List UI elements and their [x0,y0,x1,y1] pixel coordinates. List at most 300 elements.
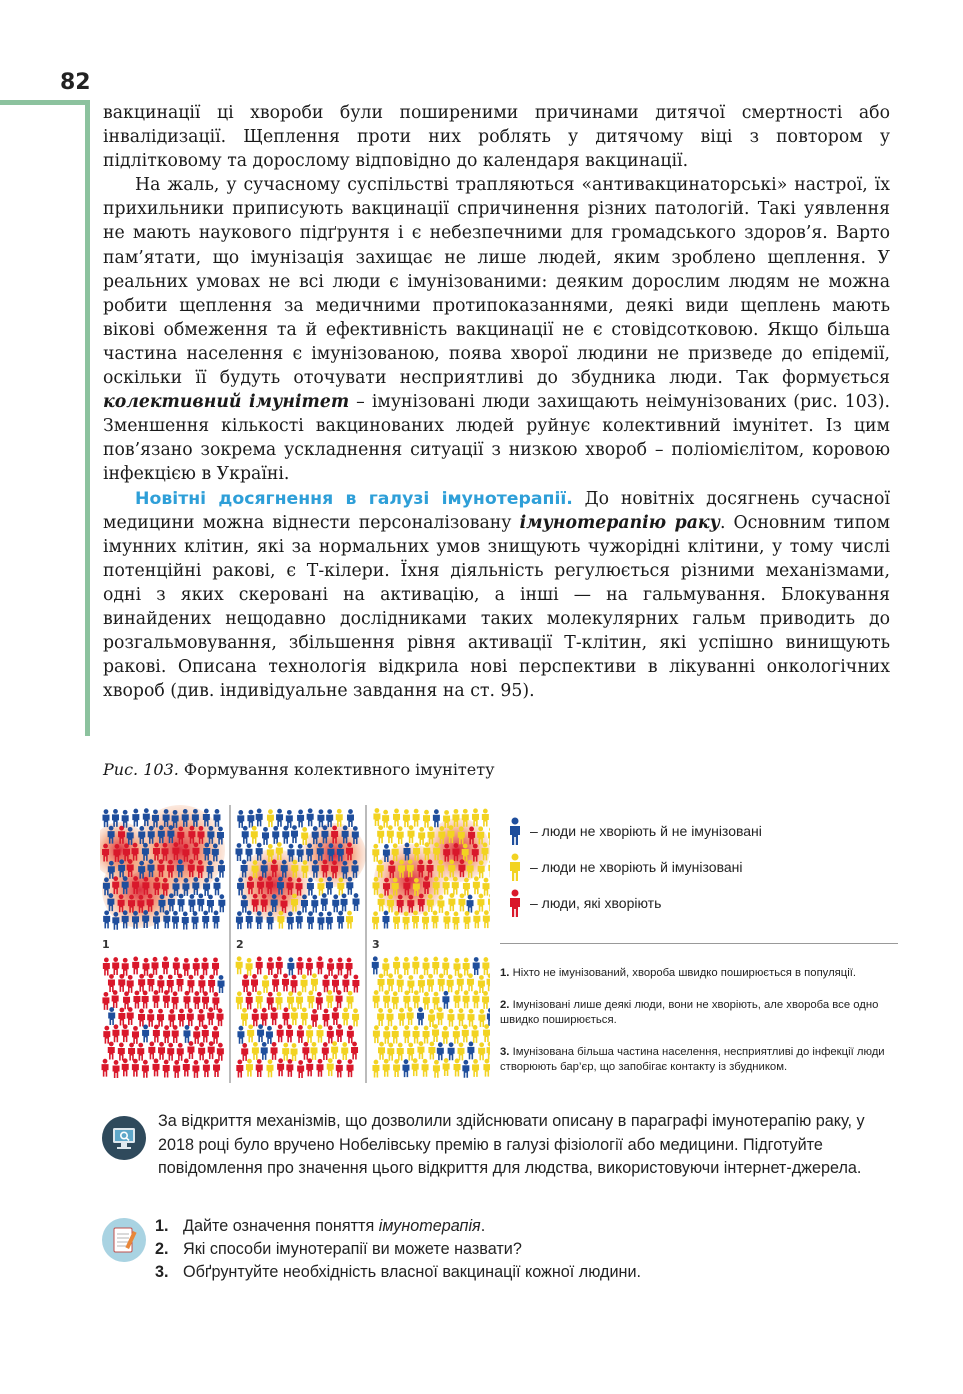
person-figure [478,975,485,993]
person-figure [103,1026,110,1044]
person-figure [482,991,489,1009]
person-figure [383,1059,390,1077]
person-figure [132,1026,139,1044]
person-figure [352,893,359,911]
person-figure [341,1042,348,1060]
person-figure [188,894,195,912]
person-figure [217,1008,224,1026]
person-figure [163,990,170,1008]
person-figure [487,973,490,991]
person-figure [102,992,109,1010]
person-figure [462,1024,469,1042]
person-figure [193,991,200,1009]
person-figure [132,1059,139,1077]
person-figure [457,973,464,991]
person-figure [483,910,490,928]
person-figure [212,957,219,975]
person-figure [282,826,289,844]
person-figure [397,826,404,844]
person-figure [198,1042,205,1060]
person-figure [423,1026,430,1044]
review-questions [155,1215,895,1284]
person-figure [132,956,139,974]
person-figure [473,876,480,894]
herd-immunity-figure [100,805,900,1083]
person-figure [402,1059,409,1077]
person-figure [417,1007,424,1025]
person-figure [178,894,185,912]
person-figure [193,958,200,976]
person-figure [236,843,243,861]
person-figure [172,991,179,1009]
panel-label-2: 2 [236,938,244,951]
paragraph-3-start: До новітніх досягнень сучасної медицини можна віднести персоналізовану [103,488,890,533]
person-figure [423,992,430,1010]
person-figure [113,1060,120,1078]
person-figure [197,893,204,911]
person-figure [198,1009,205,1027]
person-figure [132,809,139,827]
person-figure [311,1009,318,1027]
person-figure [218,894,225,912]
person-figure [387,1043,394,1061]
person-figure [252,1008,259,1026]
person-figure [377,1008,384,1026]
person-figure [286,1059,293,1077]
person-figure [453,1026,460,1044]
person-figure [267,957,274,975]
person-figure [212,911,219,929]
person-figure [246,958,253,976]
person-figure [177,974,184,992]
person-figure [418,975,425,993]
person-figure [473,910,480,928]
person-figure [296,957,303,975]
person-figure [447,1009,454,1027]
person-figure [122,1024,129,1042]
person-figure [277,1024,284,1042]
person-figure [142,1025,149,1043]
person-figure [182,912,189,930]
person-figure [143,958,150,976]
person-figure [488,859,490,877]
person-figure [347,991,354,1009]
explanation-3: 3. Імунізована більша частина населення, несприятливі до інфекції люди створюють бар’єр, що запобігає контакту із збудником. [500,1046,885,1073]
paragraph-2-start: На жаль, у сучасному суспільстві трапляються «антивакцинаторські» настрої, їх прихильники приписують вакцинації спричинення різних патологій. Такі уявлення не мають наукового підґрунтя і є небезпечними для громадського здоров’я. Варто пам’ятати, що імунізація захищає не лише людей, яким зроблено щеплення. У реальних умовах не всі люди є імунізованими: деяким дорослим людям не можна робити щеплення за медичними протипоказаннями, деякі види щеплень мають вікові обмеження та й ефективність вакцинації не є стовідсотковою. Якщо більша частина населення є імунізованою, поява хворої людини не призведе до епідемії, оскільки її будуть оточувати несприятливі до збудника люди. Так формується [103,175,890,389]
person-figure [246,1059,253,1077]
person-figure [397,974,404,992]
person-figure [291,1043,298,1061]
person-figure [266,1026,273,1044]
person-figure [183,958,190,976]
person-figure [202,911,209,929]
person-figure [383,990,390,1008]
person-figure [118,1043,125,1061]
person-figure [477,894,484,912]
person-figure [202,957,209,975]
person-figure [422,911,429,929]
person-figure [133,991,140,1009]
person-figure [316,1059,323,1077]
person-figure [297,810,304,828]
person-figure [127,1007,134,1025]
person-figure [307,911,314,929]
person-figure [112,1024,119,1042]
person-figure [447,974,454,992]
person-figure [433,1060,440,1078]
person-figure [261,1042,268,1060]
person-figure [317,809,324,827]
person-figure [183,991,190,1009]
person-figure [462,1060,469,1078]
person-figure [422,1059,429,1077]
person-figure [382,911,389,929]
person-figure [212,1026,219,1044]
person-figure [112,990,119,1008]
person-figure [203,1059,210,1077]
page-number: 82 [60,70,91,95]
person-figure [122,958,129,976]
person-figure [458,893,465,911]
person-figure [287,957,294,975]
person-figure [352,975,359,993]
person-figure [208,1041,215,1059]
person-figure [187,1008,194,1026]
person-figure [193,1026,200,1044]
person-figure [168,1009,175,1027]
person-figure [262,827,269,845]
person-figure [407,975,414,993]
person-figure [127,975,134,993]
person-figure [387,973,394,991]
person-figure [341,893,348,911]
person-figure [282,1007,289,1025]
person-figure [452,912,459,930]
person-figure [322,1009,329,1027]
person-figure [246,911,253,929]
person-figure [467,973,474,991]
person-figure [177,1043,184,1061]
person-figure [311,895,318,913]
person-figure [432,992,439,1010]
explanation-3-text: Імунізована більша частина населення, несприятливі до інфекції люди створюють бар’єр, що запобігає контакту із збудником. [500,1046,885,1073]
panel-label-1: 1 [102,938,110,951]
person-figure [256,809,263,827]
person-figure [212,992,219,1010]
section-heading: Новітні досягнення в галузі імунотерапії. [135,488,573,509]
person-figure [393,957,400,975]
person-figure [387,825,394,843]
person-figure [442,957,449,975]
person-figure [282,1043,289,1061]
paragraph-1: вакцинації ці хвороби були поширеними причинами дитячої смертності або інвалідизації. Щеплення проти них роблять у дитячому віці з повтором у підлітковому та дорослому відповідно до календаря вакцинації. [103,103,890,172]
person-figure [403,809,410,827]
person-figure [483,1059,490,1077]
person-figure [247,1024,254,1042]
person-figure [202,991,209,1009]
person-figure [192,911,199,929]
person-figure [138,974,145,992]
person-figure [432,957,439,975]
person-figure [202,1025,209,1043]
person-figure [287,991,294,1009]
person-figure [387,1008,394,1026]
person-figure [488,893,490,911]
person-figure [271,1007,278,1025]
person-figure [342,974,349,992]
person-figure [286,1024,293,1042]
person-figure [407,1007,414,1025]
notebook-pencil-icon [102,1218,146,1262]
person-figure [297,1025,304,1043]
person-blue-icon [508,817,522,845]
person-figure [478,1042,485,1060]
person-figure [483,878,490,896]
person-figure [208,975,215,993]
person-figure [128,1043,135,1061]
legend-sick-label: – люди, які хворіють [530,895,662,911]
top-margin-rule [0,100,90,105]
person-figure [412,956,419,974]
person-figure [327,1026,334,1044]
person-figure [347,1025,354,1043]
explanation-2: 2. Імунізовані лише деякі люди, вони не хворіють, але хвороба все одно швидко поширюється. [500,999,879,1026]
person-figure [377,825,384,843]
person-figure [262,975,269,993]
person-figure [427,974,434,992]
person-figure [302,1042,309,1060]
person-figure [428,1009,435,1027]
person-figure [392,991,399,1009]
person-figure [483,1024,490,1042]
person-figure [326,990,333,1008]
legend-immunized [508,853,742,881]
person-figure [118,974,125,992]
person-figure [453,1059,460,1077]
person-figure [346,911,353,929]
person-figure [326,911,333,929]
paragraph-2 [103,173,890,486]
person-figure [311,1042,318,1060]
person-figure [291,825,298,843]
person-figure [423,810,430,828]
person-figure [453,958,460,976]
task-text: За відкриття механізмів, що дозволили здійснювати описану в параграфі імунотерапію раку, у 2018 році було вручено Нобелівську премію в галузі фізіології або медицини. Підготуйте повідомлення про значення цього відкриття для людства, використовуючи інтернет-джерела. [158,1112,865,1177]
person-figure [112,957,119,975]
person-figure [378,974,385,992]
person-figure [272,826,279,844]
person-figure [257,1024,264,1042]
person-figure [417,1041,424,1059]
person-figure [307,990,314,1008]
person-figure [403,990,410,1008]
person-figure [103,958,110,976]
person-figure [301,974,308,992]
person-figure [332,894,339,912]
person-figure [173,1060,180,1078]
person-figure [327,958,334,976]
body-text [103,101,890,703]
person-figure [237,1026,244,1044]
person-figure [336,958,343,976]
paragraph-2-end: – імунізовані люди захищають неімунізованих (рис. 103). Зменшення кількості вакцинованих людей руйнує колективний імунітет. Із цим пов’язано зокрема ускладнення ситуації з низкою хвороб – поліомієлітом, коровою інфекцією в Україні. [103,392,891,485]
question-1: 1. Дайте означення поняття імунотерапія. [155,1217,486,1235]
term-collective-immunity: колективний імунітет [103,392,350,413]
person-figure [336,1059,343,1077]
person-figure [463,958,470,976]
person-figure [307,808,314,826]
person-figure [247,810,254,828]
person-figure [453,990,460,1008]
person-figure [277,1058,284,1076]
person-figure [383,1026,390,1044]
person-figure [271,1042,278,1060]
person-figure [372,844,379,862]
person-figure [147,1009,154,1027]
person-figure [428,1042,435,1060]
person-figure [373,1025,380,1043]
person-figure [157,975,164,993]
person-figure [482,809,489,827]
explanation-1-text: Ніхто не імунізований, хвороба швидко поширюється в популяції. [512,967,857,979]
person-figure [267,809,274,827]
person-figure [403,1025,410,1043]
person-figure [482,957,489,975]
person-figure [251,826,258,844]
person-figure [152,957,159,975]
person-figure [408,825,415,843]
person-figure [123,991,130,1009]
question-1-term: імунотерапія [378,1217,481,1235]
person-figure [148,1041,155,1059]
person-figure [158,1042,165,1060]
question-2: 2. Які способи імунотерапії ви можете назвати? [155,1240,522,1258]
figure-illustration [100,805,490,1083]
person-figure [397,1043,404,1061]
person-figure [432,911,439,929]
person-figure [282,973,289,991]
person-figure [301,1007,308,1025]
person-figure [172,1025,179,1043]
person-figure [178,1009,185,1027]
side-margin-rule [85,100,90,736]
person-figure [393,1059,400,1077]
person-figure [153,1025,160,1043]
person-figure [382,810,389,828]
person-figure [443,911,450,929]
person-figure [236,991,243,1009]
person-figure [478,1009,485,1027]
person-figure [487,1008,490,1026]
person-figure [276,809,283,827]
caption-label: Рис. 103. [103,760,179,779]
person-figure [153,990,160,1008]
person-yellow-icon [508,853,522,881]
person-figure [103,910,110,928]
person-figure [137,1043,144,1061]
person-figure [296,991,303,1009]
person-figure [261,1008,268,1026]
person-figure [457,1042,464,1060]
person-figure [373,808,380,826]
person-figure [403,957,410,975]
person-figure [256,957,263,975]
term-cancer-immunotherapy: імунотерапію раку [519,512,720,533]
person-figure [407,1043,414,1061]
person-figure [138,1009,145,1027]
person-figure [276,956,283,974]
person-figure [337,911,344,929]
person-figure [347,809,354,827]
person-figure [108,1042,115,1060]
person-figure [183,1059,190,1077]
person-figure [472,1059,479,1077]
person-figure [236,911,243,929]
person-figure [192,1060,199,1078]
person-figure [316,992,323,1010]
person-figure [448,893,455,911]
person-figure [256,1059,263,1077]
explanation-1: 1. Ніхто не імунізований, хвороба швидко поширюється в популяції. [500,967,857,979]
person-figure [241,1043,248,1061]
person-figure [306,1058,313,1076]
person-figure [163,1025,170,1043]
person-figure [468,1009,475,1027]
legend-divider [500,943,898,944]
computer-research-icon [102,1116,146,1160]
person-figure [438,973,445,991]
person-figure [242,826,249,844]
person-figure [382,958,389,976]
person-figure [457,1008,464,1026]
legend-immunized-label: – люди не хворіють й імунізовані [530,859,743,875]
person-figure [437,1007,444,1025]
person-figure [351,1042,358,1060]
person-figure [311,973,318,991]
person-red-icon [508,889,522,917]
person-figure [118,1008,125,1026]
person-figure [241,1008,248,1026]
person-figure [332,974,339,992]
person-figure [373,990,380,1008]
person-figure [122,1058,129,1076]
legend-unimmunized-label: – люди не хворіють й не імунізовані [530,823,762,839]
person-figure [378,1042,385,1060]
person-figure [142,991,149,1009]
person-figure [267,1059,274,1077]
person-figure [172,911,179,929]
person-figure [246,991,253,1009]
person-figure [142,1060,149,1078]
person-figure [463,911,470,929]
legend-unimmunized [508,817,762,845]
person-figure [207,1007,214,1025]
person-figure [218,975,225,993]
person-figure [392,1026,399,1044]
person-figure [251,974,258,992]
person-figure [316,1025,323,1043]
person-figure [102,809,109,827]
person-figure [217,1043,224,1061]
paragraph-3 [103,487,890,704]
person-figure [187,975,194,993]
person-figure [187,1041,194,1059]
person-figure [316,956,323,974]
person-figure [342,1007,349,1025]
person-figure [317,912,324,930]
person-figure [372,1060,379,1078]
person-figure [336,1024,343,1042]
